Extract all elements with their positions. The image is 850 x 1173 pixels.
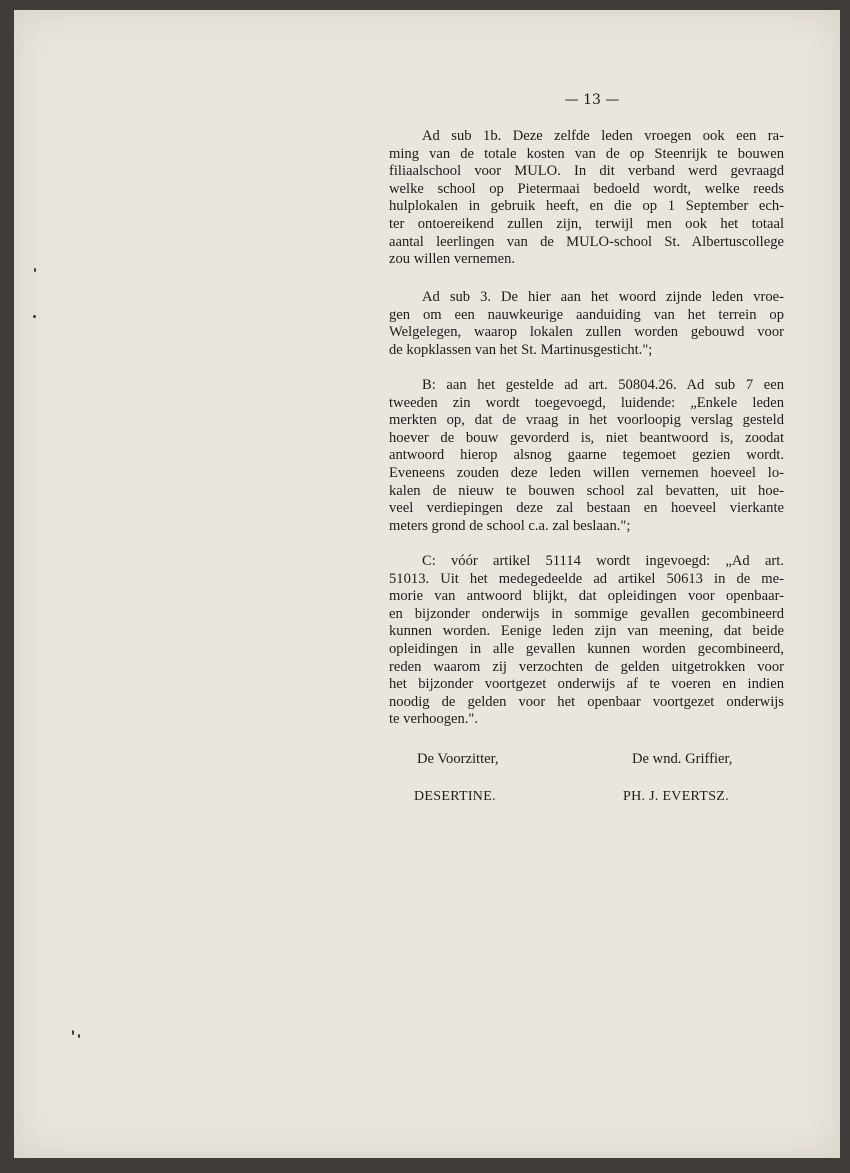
text-line: Welgelegen, waarop lokalen zullen worden gebouwd voor — [389, 324, 784, 341]
text-line: reden waarom zij verzochten de gelden uitgetrokken voor — [389, 658, 784, 675]
text-line: ming van de totale kosten van de op Steenrijk te bouwen — [389, 145, 784, 162]
text-line: opleidingen in alle gevallen kunnen worden gecombineerd, — [389, 640, 784, 657]
text-line: welke school op Pietermaai bedoeld wordt, welke reeds — [389, 180, 784, 197]
paper-speck — [72, 1030, 74, 1035]
text-line: filiaalschool voor MULO. In dit verband werd gevraagd — [389, 163, 784, 180]
page-number: — 13 — — [564, 92, 620, 108]
text-line: te verhoogen.". — [389, 711, 479, 728]
text-line: Ad sub 3. De hier aan het woord zijnde leden vroe- — [422, 289, 784, 305]
paragraph-ad-sub-1b — [389, 128, 784, 269]
clerk-name: PH. J. EVERTSZ. — [623, 789, 729, 804]
text-line: zou willen vernemen. — [389, 251, 516, 268]
text-line: kalen de nieuw te bouwen school zal bevatten, uit hoe- — [389, 482, 784, 499]
paragraph-amendment-b — [389, 377, 784, 535]
paper-speck — [33, 315, 36, 318]
paragraph-ad-sub-3 — [389, 289, 784, 359]
chairman-name: DESERTINE. — [414, 789, 496, 804]
text-line: ter ontoereikend zullen zijn, terwijl men ook het totaal — [389, 215, 784, 232]
text-line: 51013. Uit het medegedeelde ad artikel 50613 in de me- — [389, 570, 784, 587]
paper-speck — [34, 268, 36, 272]
text-line: B: aan het gestelde ad art. 50804.26. Ad sub 7 een — [422, 377, 784, 393]
text-line: gen om een nauwkeurige aanduiding van het terrein op — [389, 306, 784, 323]
text-line: morie van antwoord blijkt, dat opleidingen voor openbaar- — [389, 588, 784, 605]
text-line: meters grond de school c.a. zal beslaan."; — [389, 517, 631, 534]
text-line: veel verdiepingen deze zal bestaan en hoeveel vierkante — [389, 500, 784, 517]
clerk-title: De wnd. Griffier, — [632, 751, 733, 767]
text-line: kunnen worden. Eenige leden zijn van meening, dat beide — [389, 623, 784, 640]
text-line: merkten op, dat de vraag in het voorloopig verslag gesteld — [389, 412, 784, 429]
paper-speck — [78, 1034, 80, 1038]
text-line: C: vóór artikel 51114 wordt ingevoegd: „Ad art. — [422, 553, 784, 569]
text-line: antwoord hierop alsnog gaarne tegemoet gezien wordt. — [389, 447, 784, 464]
chairman-title: De Voorzitter, — [417, 751, 499, 767]
text-line: en bijzonder onderwijs in sommige gevallen gecombineerd — [389, 605, 784, 622]
paragraph-amendment-c — [389, 553, 784, 729]
text-line: aantal leerlingen van de MULO-school St. Albertuscollege — [389, 233, 784, 250]
text-line: tweeden zin wordt toegevoegd, luidende: „Enkele leden — [389, 394, 784, 411]
text-line: hulplokalen in gebruik heeft, en die op 1 September ech- — [389, 198, 784, 215]
text-line: Ad sub 1b. Deze zelfde leden vroegen ook een ra- — [422, 128, 784, 144]
text-line: hoever de bouw gevorderd is, niet beantwoord is, zoodat — [389, 429, 784, 446]
text-line: noodig de gelden voor het openbaar voortgezet onderwijs — [389, 693, 784, 710]
text-line: Eveneens zouden deze leden willen vernemen hoeveel lo- — [389, 464, 784, 481]
text-line: het bijzonder voortgezet onderwijs af te voeren en indien — [389, 676, 784, 693]
text-line: de kopklassen van het St. Martinusgesticht."; — [389, 341, 653, 358]
